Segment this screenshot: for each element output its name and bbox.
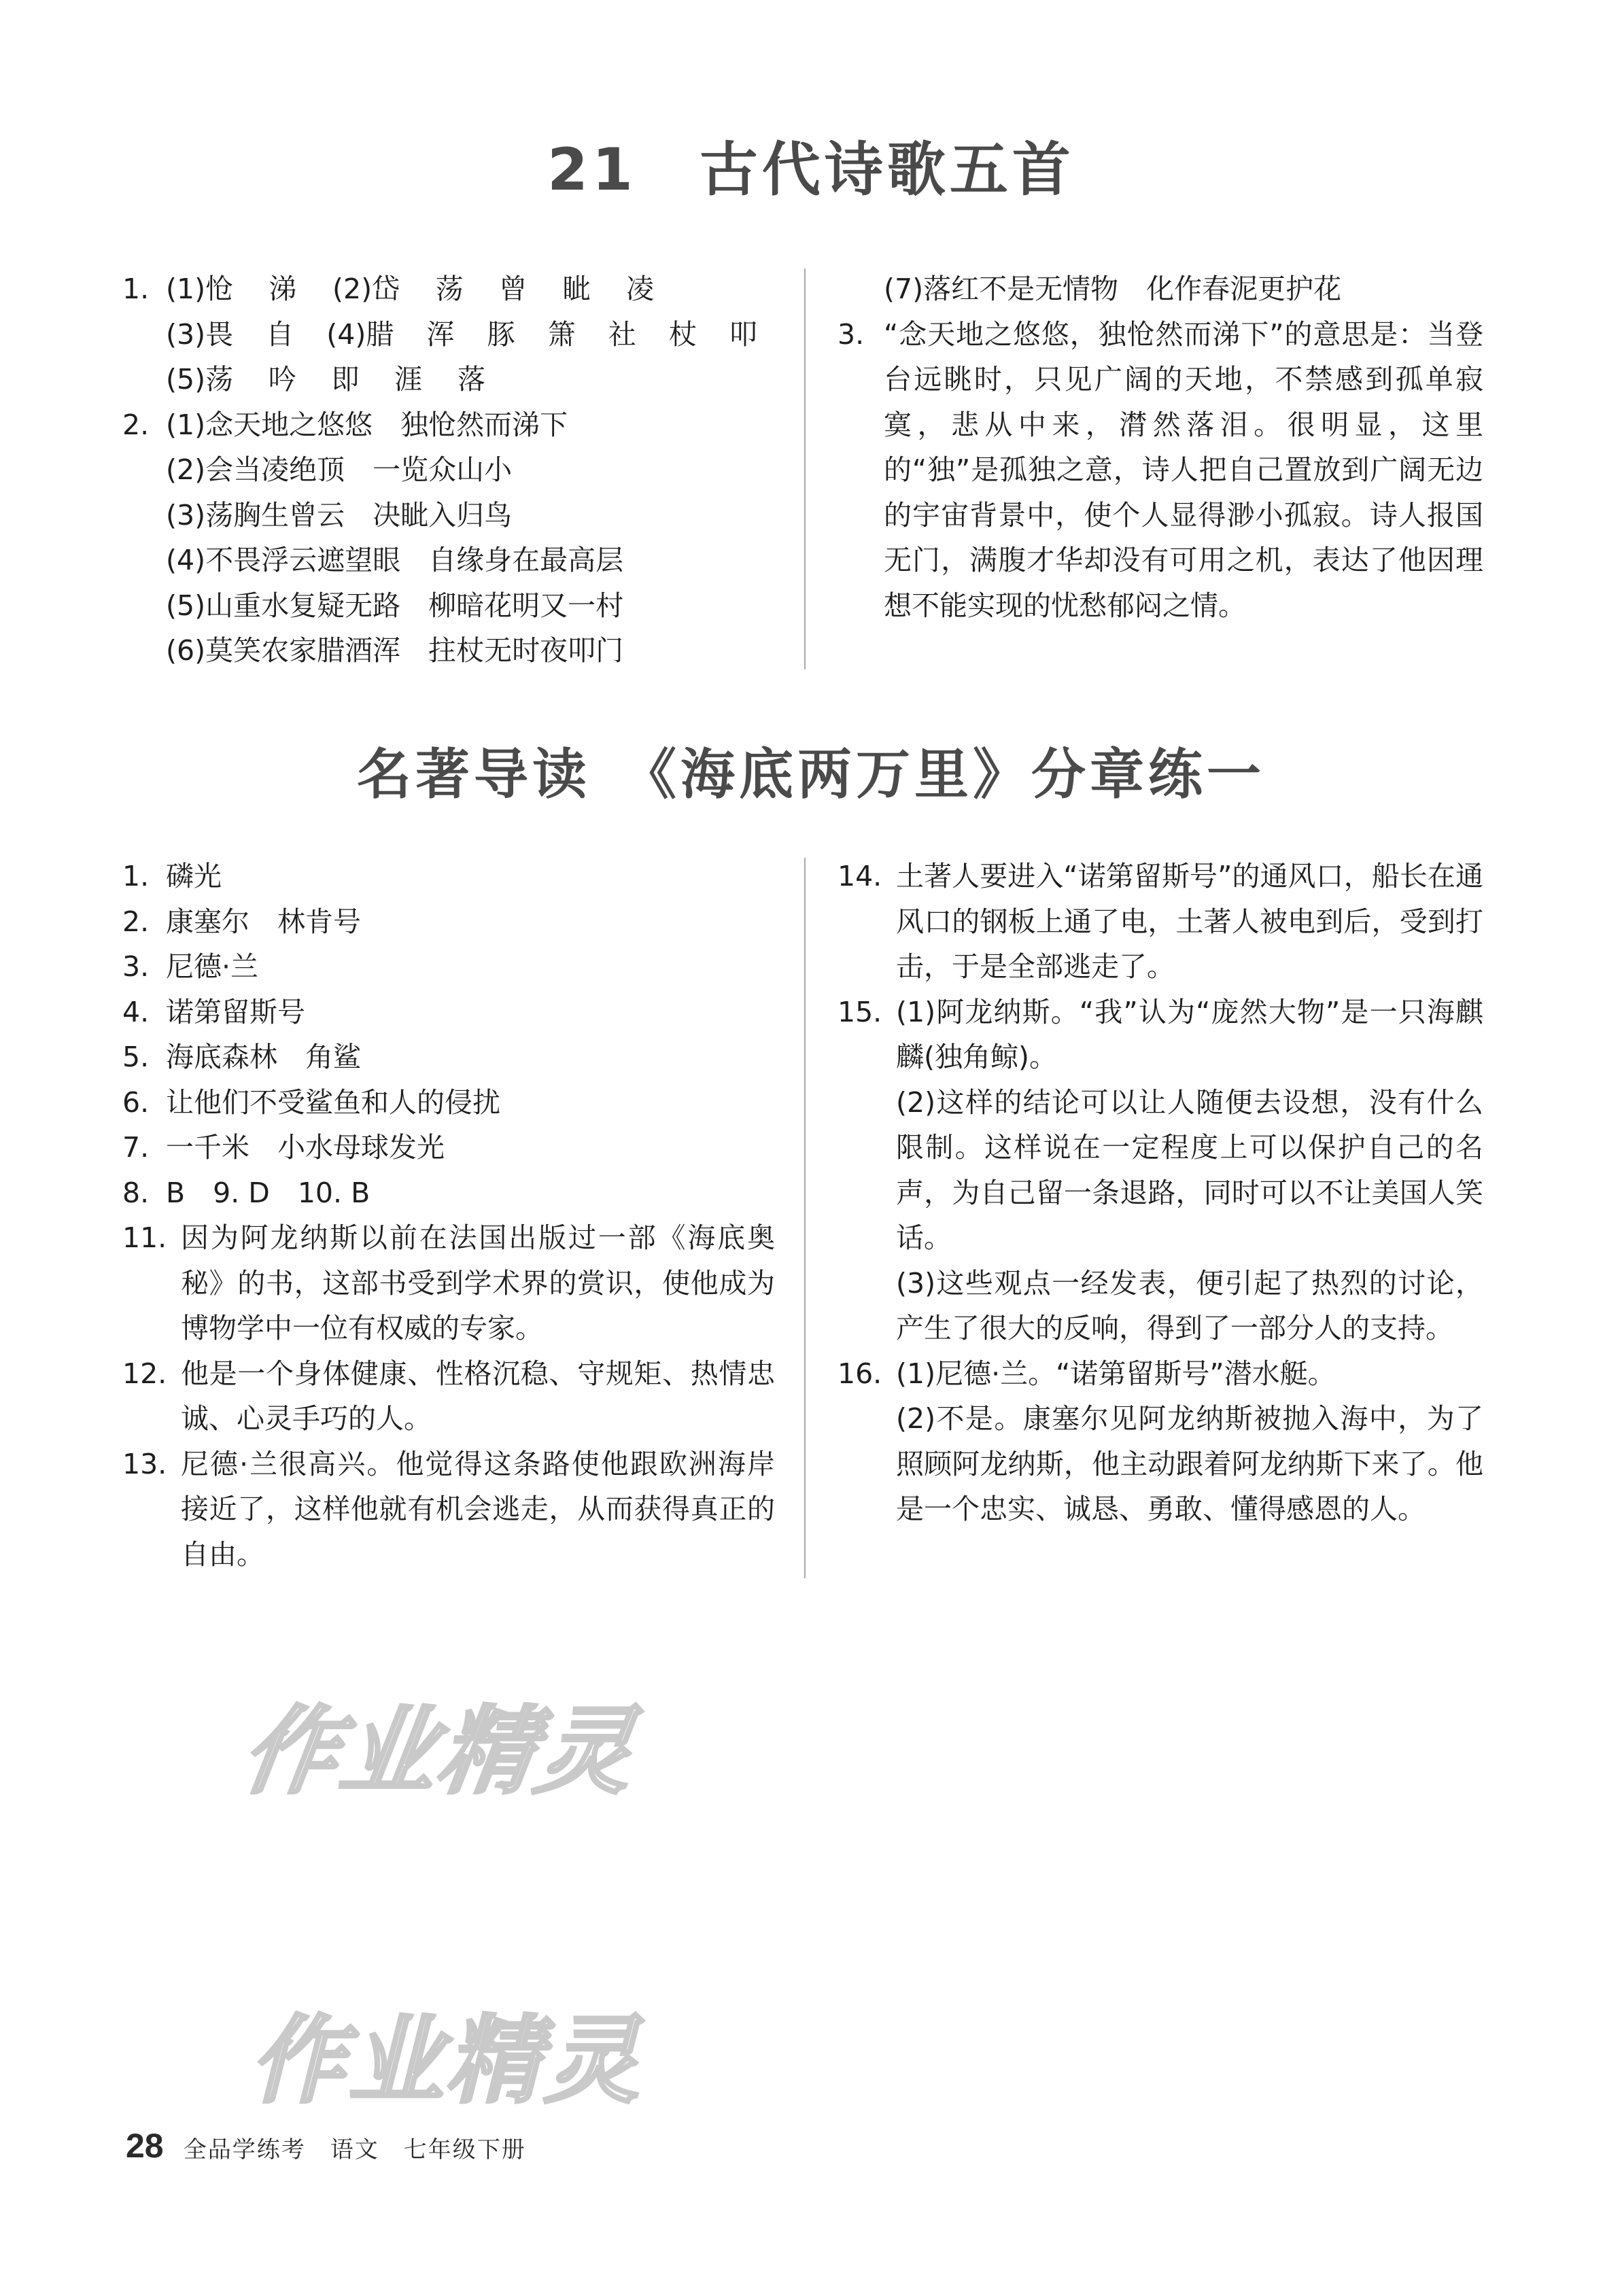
answer-text: B 9. D 10. B: [166, 1176, 370, 1209]
answer-item: [838, 990, 1483, 1080]
answer-item: [838, 1080, 1483, 1261]
char-answer: 社: [608, 317, 636, 351]
char-answer: (1)怆: [166, 273, 234, 305]
char-answer: 叩: [729, 317, 757, 351]
item-number: 2.: [122, 905, 150, 938]
answer-item: [838, 312, 1483, 629]
answer-text: (2)这样的结论可以让人随便去设想，没有什么限制。这样说在一定程度上可以保护自己的名声，为自己留一条退路，同时可以不让美国人笑话。: [896, 1085, 1483, 1254]
answer-text: 一千米 小水母球发光: [166, 1131, 445, 1164]
answer-item: [122, 944, 775, 990]
answer-item: [122, 1442, 775, 1578]
char-answer: 浑: [426, 317, 455, 351]
answer-item: [122, 1351, 775, 1442]
item-number: 15.: [838, 995, 882, 1028]
answer-text: (1)尼德·兰。“诺第留斯号”潜水艇。: [896, 1357, 1336, 1390]
answer-item: [122, 402, 775, 448]
poem-line: (1)念天地之悠悠 独怆然而涕下: [166, 408, 568, 441]
item-number: 2.: [122, 408, 150, 441]
item-number: 16.: [838, 1357, 882, 1390]
answer-text: 因为阿龙纳斯以前在法国出版过一部《海底奥秘》的书，这部书受到学术界的赏识，使他成为博物学中一位有权威的专家。: [181, 1221, 775, 1344]
char-answer: 落: [457, 363, 485, 396]
answer-text: 尼德·兰很高兴。他觉得这条路使他跟欧洲海岸接近了，这样他就有机会逃走，从而获得真正的自由。: [181, 1447, 775, 1571]
watermark: 作业精灵: [235, 1697, 643, 1807]
poem-line: (6)莫笑农家腊酒浑 拄杖无时夜叩门: [166, 634, 624, 667]
poem-line: (7)落红不是无情物 化作春泥更护花: [884, 273, 1342, 305]
char-answer: 眦: [562, 273, 591, 305]
item-number: 6.: [122, 1085, 150, 1119]
char-answer: 豚: [487, 317, 515, 351]
item-number: 1.: [122, 273, 150, 305]
poems-left-column: [122, 266, 775, 674]
watermark: 作业精灵: [250, 2006, 642, 2117]
item-number: 3.: [122, 950, 150, 983]
answer-text: 土著人要进入“诺第留斯号”的通风口，船长在通风口的钢板上通了电，土著人被电到后，受到打击，于是全部逃走了。: [896, 860, 1483, 983]
item-number: 13.: [122, 1447, 167, 1480]
item-number: [838, 1080, 896, 1261]
char-answer: (5)荡: [166, 363, 234, 396]
poem-line: (2)会当凌绝顶 一览众山小: [166, 453, 513, 486]
answer-item: [838, 1396, 1483, 1532]
answer-item: [122, 854, 775, 899]
answer-text: 诺第留斯号: [166, 995, 305, 1028]
item-number: 12.: [122, 1357, 167, 1390]
item-number: 1.: [122, 860, 150, 892]
book-title: 全品学练考 语文 七年级下册: [183, 2136, 526, 2163]
answer-item: [122, 1215, 775, 1351]
char-answer: 涕: [269, 273, 297, 305]
column-divider: [804, 268, 806, 669]
char-answer: 荡: [435, 273, 464, 305]
answer-item: [122, 1125, 775, 1170]
answer-item: [122, 266, 775, 312]
char-answer: 吟: [268, 363, 296, 396]
char-answer: 涯: [394, 363, 423, 396]
char-answer: 箫: [547, 317, 576, 351]
poems-right-column: [838, 266, 1483, 628]
answer-item: [838, 1261, 1483, 1351]
answer-item: [838, 1351, 1483, 1397]
item-number: 5.: [122, 1041, 150, 1073]
answer-item: [122, 1080, 775, 1126]
poem-line: (3)荡胸生曾云 决眦入归鸟: [166, 498, 513, 532]
char-answer: 凌: [625, 273, 654, 305]
char-answer: 即: [331, 363, 360, 396]
section-title-reading: 名著导读 《海底两万里》分章练一: [357, 743, 1265, 806]
column-divider: [804, 858, 806, 1578]
char-answer: 杖: [668, 317, 697, 351]
answer-text: (1)阿龙纳斯。“我”认为“庞然大物”是一只海麒麟(独角鲸)。: [896, 995, 1483, 1073]
item-number: 11.: [122, 1221, 167, 1254]
char-answer: (2)岱: [332, 273, 400, 305]
item-number: [838, 1261, 896, 1351]
answer-text: 他是一个身体健康、性格沉稳、守规矩、热情忠诚、心灵手巧的人。: [181, 1357, 775, 1435]
char-row: [122, 357, 775, 402]
char-answer: 曾: [499, 273, 528, 305]
char-row: [166, 266, 654, 312]
item-number: 4.: [122, 995, 150, 1028]
answer-text: 磷光: [166, 860, 222, 892]
reading-left-column: [122, 854, 775, 1577]
answer-text: 康塞尔 林肯号: [166, 905, 361, 938]
item-number: [838, 1396, 896, 1532]
item-number: 3.: [838, 317, 865, 351]
answer-text: 海底森林 角鲨: [166, 1041, 361, 1073]
answer-text: (3)这些观点一经发表，便引起了热烈的讨论，产生了很大的反响，得到了一部分人的支持。: [896, 1266, 1483, 1344]
answer-item: [122, 1034, 775, 1080]
char-answer: 自: [266, 317, 294, 351]
item-number: 14.: [838, 860, 882, 892]
char-row: [122, 312, 775, 358]
answer-item: [122, 1170, 775, 1216]
section-title-poems: 21 古代诗歌五首: [547, 136, 1075, 204]
poem-line: (5)山重水复疑无路 柳暗花明又一村: [166, 589, 624, 622]
page-footer: [126, 2126, 526, 2165]
answer-text: 让他们不受鲨鱼和人的侵扰: [166, 1085, 500, 1119]
answer-text: 尼德·兰: [166, 950, 259, 983]
page-number: 28: [126, 2127, 164, 2165]
reading-right-column: [838, 854, 1483, 1532]
answer-text: “念天地之悠悠，独怆然而涕下”的意思是：当登台远眺时，只见广阔的天地，不禁感到孤单寂寞，悲从中来，潸然落泪。很明显，这里的“独”是孤独之意，诗人把自己置放到广阔无边的宇宙背景中，使个人显得渺小孤寂。诗人报国无门，满腹才华却没有可用之机，表达了他因理想不能实现的忧愁郁闷之情。: [884, 317, 1483, 622]
answer-item: [122, 990, 775, 1035]
item-number: 7.: [122, 1131, 150, 1164]
char-answer: (3)畏: [166, 317, 234, 351]
answer-item: [122, 899, 775, 945]
char-answer: (4)腊: [326, 317, 394, 351]
answer-text: (2)不是。康塞尔见阿龙纳斯被抛入海中，为了照顾阿龙纳斯，他主动跟着阿龙纳斯下来了。他是一个忠实、诚恳、勇敢、懂得感恩的人。: [896, 1402, 1483, 1525]
item-number: 8.: [122, 1176, 150, 1209]
poem-line: (4)不畏浮云遮望眼 自缘身在最高层: [166, 544, 624, 576]
answer-item: [838, 854, 1483, 990]
